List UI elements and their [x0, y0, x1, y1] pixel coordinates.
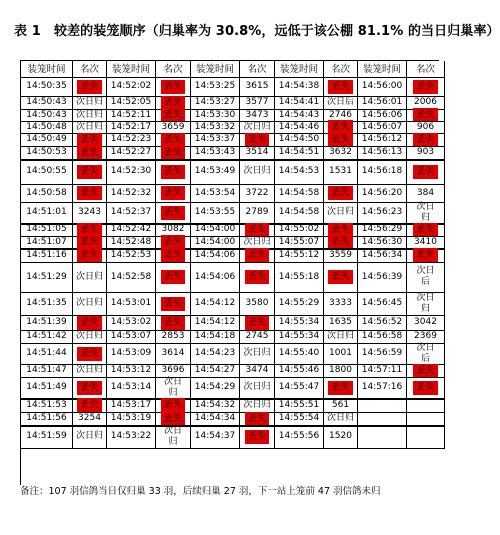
lost-badge-cell	[407, 109, 445, 121]
cage-time-cell: 14:52:23	[107, 133, 156, 146]
rank-cell: 1635	[324, 315, 358, 330]
cage-time-cell: 14:54:00	[191, 223, 240, 236]
cage-time-cell: 14:54:18	[191, 330, 240, 343]
cage-time-cell: 14:53:54	[191, 184, 240, 202]
lost-badge-cell	[156, 77, 191, 96]
rank-cell: 次日归	[324, 412, 358, 425]
cage-time-cell: 14:54:06	[191, 248, 240, 262]
cage-time-cell: 14:54:12	[191, 315, 240, 330]
cage-time-cell: 14:51:35	[21, 292, 73, 315]
lost-badge: 丢失	[245, 316, 269, 330]
lost-badge: 丢失	[161, 412, 185, 426]
lost-badge-cell	[407, 133, 445, 146]
lost-badge-cell	[156, 262, 191, 292]
lost-badge: 丢失	[161, 108, 185, 122]
cage-time-cell: 14:53:02	[107, 315, 156, 330]
rank-cell: 次日归	[73, 121, 107, 133]
cage-time-cell: 14:56:20	[358, 184, 407, 202]
cage-time-cell: 14:50:35	[21, 77, 73, 96]
cage-time-cell: 14:53:09	[107, 343, 156, 364]
lost-badge: 丢失	[161, 398, 185, 412]
cage-time-cell: 14:50:48	[21, 121, 73, 133]
rank-cell: 903	[407, 146, 445, 159]
rank-cell: 1520	[324, 425, 358, 448]
lost-badge: 丢失	[328, 80, 352, 94]
lost-badge-cell	[73, 184, 107, 202]
lost-badge: 丢失	[161, 80, 185, 94]
rank-cell: 3082	[156, 223, 191, 236]
lost-badge-cell	[73, 236, 107, 248]
cage-time-cell: 14:52:05	[107, 96, 156, 109]
cage-time-cell: 14:53:30	[191, 109, 240, 121]
lost-badge: 丢失	[77, 235, 101, 249]
lost-badge-cell	[156, 292, 191, 315]
cage-time-cell: 14:57:16	[358, 377, 407, 398]
rank-cell: 3614	[156, 343, 191, 364]
lost-badge-cell	[240, 262, 275, 292]
lost-badge: 丢失	[328, 270, 352, 284]
rank-cell: 次日归	[73, 109, 107, 121]
table-title: 表 1 较差的装笼顺序（归巢率为 30.8%，远低于该公棚 81.1% 的当日归巢率）	[14, 24, 500, 39]
cage-time-cell: 14:56:52	[358, 315, 407, 330]
lost-badge-cell	[240, 248, 275, 262]
cage-time-cell: 14:53:27	[191, 96, 240, 109]
cage-time-cell: 14:56:12	[358, 133, 407, 146]
cage-time-cell: 14:55:29	[275, 292, 324, 315]
lost-badge-cell	[156, 236, 191, 248]
rank-cell: 次日归	[73, 425, 107, 448]
lost-badge-cell	[156, 248, 191, 262]
cage-time-cell: 14:56:23	[358, 202, 407, 223]
header-cage-time: 装笼时间	[191, 61, 240, 77]
lost-badge-cell	[324, 121, 358, 133]
rank-cell: 3473	[240, 109, 275, 121]
lost-badge-cell	[407, 248, 445, 262]
cage-time-cell: 14:54:53	[275, 159, 324, 184]
lost-badge-cell	[240, 133, 275, 146]
cage-time-cell: 14:55:34	[275, 315, 324, 330]
cage-time-cell: 14:54:29	[191, 377, 240, 398]
lost-badge: 丢失	[77, 146, 101, 160]
cage-time-cell: 14:54:06	[191, 262, 240, 292]
lost-badge-cell	[324, 262, 358, 292]
cage-time-cell: 14:54:41	[275, 96, 324, 109]
cage-time-cell	[358, 425, 407, 448]
cage-time-cell: 14:56:13	[358, 146, 407, 159]
cage-time-cell: 14:55:46	[275, 364, 324, 377]
rank-cell: 次日归	[324, 202, 358, 223]
cage-time-cell: 14:50:43	[21, 109, 73, 121]
rank-cell: 3042	[407, 315, 445, 330]
rank-cell: 1800	[324, 364, 358, 377]
rank-cell: 次日归	[240, 236, 275, 248]
rank-cell: 2369	[407, 330, 445, 343]
cage-time-cell: 14:53:37	[191, 133, 240, 146]
lost-badge: 丢失	[245, 430, 269, 444]
cage-time-cell: 14:54:23	[191, 343, 240, 364]
rank-cell	[407, 425, 445, 448]
cage-time-cell: 14:54:27	[191, 364, 240, 377]
cage-time-cell: 14:52:27	[107, 146, 156, 159]
rank-cell: 3254	[73, 412, 107, 425]
rank-cell: 3577	[240, 96, 275, 109]
cage-time-cell: 14:53:17	[107, 398, 156, 412]
cage-time-cell: 14:56:39	[358, 262, 407, 292]
rank-cell: 2746	[324, 109, 358, 121]
rank-cell: 561	[324, 398, 358, 412]
lost-badge-cell	[240, 315, 275, 330]
lost-badge: 丢失	[161, 186, 185, 200]
cage-time-cell: 14:54:34	[191, 412, 240, 425]
table-grid	[21, 61, 445, 448]
lost-badge-cell	[156, 133, 191, 146]
row-divider	[21, 448, 445, 449]
lost-badge: 丢失	[161, 297, 185, 311]
cage-time-cell: 14:53:22	[107, 425, 156, 448]
lost-badge-cell	[73, 248, 107, 262]
cage-time-cell: 14:56:34	[358, 248, 407, 262]
cage-time-cell: 14:51:44	[21, 343, 73, 364]
rank-cell: 次日归	[73, 96, 107, 109]
lost-badge: 丢失	[77, 165, 101, 179]
cage-time-cell: 14:50:43	[21, 96, 73, 109]
lost-badge-cell	[240, 223, 275, 236]
cage-time-cell: 14:55:18	[275, 262, 324, 292]
lost-badge: 丢失	[161, 146, 185, 160]
cage-time-cell: 14:50:58	[21, 184, 73, 202]
cage-time-cell: 14:55:40	[275, 343, 324, 364]
cage-time-cell: 14:54:46	[275, 121, 324, 133]
rank-cell: 次日归	[240, 121, 275, 133]
cage-time-cell: 14:54:00	[191, 236, 240, 248]
lost-badge-cell	[156, 109, 191, 121]
rank-cell: 906	[407, 121, 445, 133]
rank-cell: 次日归	[240, 343, 275, 364]
cage-time-cell: 14:52:30	[107, 159, 156, 184]
rank-cell: 3243	[73, 202, 107, 223]
cage-time-cell	[358, 398, 407, 412]
cage-time-cell	[358, 412, 407, 425]
lost-badge-cell	[73, 133, 107, 146]
header-cage-time: 装笼时间	[358, 61, 407, 77]
lost-badge-cell	[156, 146, 191, 159]
cage-time-cell: 14:54:58	[275, 202, 324, 223]
lost-badge-cell	[156, 159, 191, 184]
cage-time-cell: 14:51:53	[21, 398, 73, 412]
lost-badge-cell	[324, 236, 358, 248]
lost-badge-cell	[73, 315, 107, 330]
cage-time-cell: 14:55:47	[275, 377, 324, 398]
lost-badge-cell	[156, 412, 191, 425]
lost-badge: 丢失	[413, 223, 437, 237]
cage-time-cell: 14:55:12	[275, 248, 324, 262]
lost-badge-cell	[156, 398, 191, 412]
cage-time-cell: 14:53:19	[107, 412, 156, 425]
cage-time-cell: 14:55:51	[275, 398, 324, 412]
rank-cell: 3580	[240, 292, 275, 315]
cage-time-cell: 14:53:25	[191, 77, 240, 96]
lost-badge: 丢失	[77, 381, 101, 395]
lost-badge-cell	[324, 184, 358, 202]
lost-badge-cell	[324, 77, 358, 96]
lost-badge: 丢失	[77, 398, 101, 412]
lost-badge: 丢失	[77, 347, 101, 361]
header-rank: 名次	[407, 61, 445, 77]
cage-time-cell: 14:56:06	[358, 109, 407, 121]
cage-time-cell: 14:50:53	[21, 146, 73, 159]
cage-time-cell: 14:55:34	[275, 330, 324, 343]
lost-badge: 丢失	[77, 133, 101, 147]
lost-badge-cell	[324, 377, 358, 398]
rank-cell: 2745	[240, 330, 275, 343]
cage-time-cell: 14:53:49	[191, 159, 240, 184]
lost-badge: 丢失	[328, 381, 352, 395]
lost-badge-cell	[240, 425, 275, 448]
rank-cell: 次日归	[240, 377, 275, 398]
cage-time-cell: 14:56:07	[358, 121, 407, 133]
loading-order-table	[20, 60, 439, 485]
rank-cell: 次日 归	[156, 377, 191, 398]
lost-badge-cell	[73, 77, 107, 96]
lost-badge-cell	[407, 223, 445, 236]
rank-cell: 3559	[324, 248, 358, 262]
header-cage-time: 装笼时间	[275, 61, 324, 77]
lost-badge-cell	[73, 343, 107, 364]
cage-time-cell: 14:55:56	[275, 425, 324, 448]
rank-cell: 2789	[240, 202, 275, 223]
lost-badge-cell	[73, 377, 107, 398]
rank-cell: 次日归	[324, 330, 358, 343]
cage-time-cell: 14:53:14	[107, 377, 156, 398]
lost-badge: 丢失	[161, 133, 185, 147]
cage-time-cell: 14:55:02	[275, 223, 324, 236]
lost-badge: 丢失	[413, 108, 437, 122]
cage-time-cell: 14:51:47	[21, 364, 73, 377]
rank-cell: 3632	[324, 146, 358, 159]
rank-cell: 384	[407, 184, 445, 202]
rank-cell: 次日归	[73, 364, 107, 377]
cage-time-cell: 14:54:37	[191, 425, 240, 448]
lost-badge: 丢失	[245, 270, 269, 284]
lost-badge: 丢失	[77, 80, 101, 94]
cage-time-cell: 14:51:39	[21, 315, 73, 330]
lost-badge: 丢失	[161, 248, 185, 262]
lost-badge: 丢失	[245, 248, 269, 262]
cage-time-cell: 14:50:49	[21, 133, 73, 146]
rank-cell: 1001	[324, 343, 358, 364]
lost-badge: 丢失	[161, 96, 185, 110]
lost-badge: 丢失	[413, 133, 437, 147]
lost-badge-cell	[240, 412, 275, 425]
header-rank: 名次	[73, 61, 107, 77]
header-rank: 名次	[156, 61, 191, 77]
lost-badge: 丢失	[413, 80, 437, 94]
cage-time-cell: 14:56:18	[358, 159, 407, 184]
cage-time-cell: 14:51:07	[21, 236, 73, 248]
rank-cell: 次日 后	[407, 262, 445, 292]
cage-time-cell: 14:54:50	[275, 133, 324, 146]
rank-cell: 3333	[324, 292, 358, 315]
cage-time-cell: 14:56:45	[358, 292, 407, 315]
rank-cell	[407, 412, 445, 425]
cage-time-cell: 14:56:30	[358, 236, 407, 248]
cage-time-cell: 14:52:53	[107, 248, 156, 262]
cage-time-cell: 14:52:48	[107, 236, 156, 248]
rank-cell: 次日归	[73, 292, 107, 315]
cage-time-cell: 14:57:11	[358, 364, 407, 377]
lost-badge-cell	[156, 315, 191, 330]
header-cage-time: 装笼时间	[107, 61, 156, 77]
header-cage-time: 装笼时间	[21, 61, 73, 77]
lost-badge: 丢失	[413, 165, 437, 179]
lost-badge: 丢失	[328, 186, 352, 200]
rank-cell: 3696	[156, 364, 191, 377]
rank-cell: 次日后	[324, 96, 358, 109]
lost-badge: 丢失	[77, 248, 101, 262]
lost-badge-cell	[324, 133, 358, 146]
cage-time-cell: 14:51:05	[21, 223, 73, 236]
rank-cell: 2006	[407, 96, 445, 109]
rank-cell: 3474	[240, 364, 275, 377]
cage-time-cell: 14:53:55	[191, 202, 240, 223]
rank-cell: 3722	[240, 184, 275, 202]
lost-badge: 丢失	[161, 165, 185, 179]
lost-badge-cell	[407, 364, 445, 377]
cage-time-cell: 14:52:11	[107, 109, 156, 121]
rank-cell: 3514	[240, 146, 275, 159]
cage-time-cell: 14:53:43	[191, 146, 240, 159]
lost-badge: 丢失	[328, 120, 352, 134]
cage-time-cell: 14:51:16	[21, 248, 73, 262]
cage-time-cell: 14:56:59	[358, 343, 407, 364]
lost-badge-cell	[73, 159, 107, 184]
rank-cell: 3659	[156, 121, 191, 133]
lost-badge-cell	[407, 77, 445, 96]
cage-time-cell: 14:52:58	[107, 262, 156, 292]
lost-badge: 丢失	[161, 316, 185, 330]
rank-cell: 3410	[407, 236, 445, 248]
lost-badge: 丢失	[161, 206, 185, 220]
lost-badge: 丢失	[161, 270, 185, 284]
lost-badge-cell	[407, 159, 445, 184]
header-rank: 名次	[240, 61, 275, 77]
lost-badge: 丢失	[328, 133, 352, 147]
cage-time-cell: 14:52:32	[107, 184, 156, 202]
lost-badge: 丢失	[413, 248, 437, 262]
lost-badge: 丢失	[77, 186, 101, 200]
lost-badge: 丢失	[245, 412, 269, 426]
cage-time-cell: 14:53:01	[107, 292, 156, 315]
cage-time-cell: 14:53:12	[107, 364, 156, 377]
rank-cell: 次日 归	[407, 202, 445, 223]
cage-time-cell: 14:56:29	[358, 223, 407, 236]
lost-badge: 丢失	[77, 223, 101, 237]
cage-time-cell: 14:51:56	[21, 412, 73, 425]
lost-badge: 丢失	[245, 223, 269, 237]
lost-badge-cell	[156, 184, 191, 202]
rank-cell: 次日归	[240, 159, 275, 184]
rank-cell: 次日 归	[407, 292, 445, 315]
cage-time-cell: 14:50:55	[21, 159, 73, 184]
cage-time-cell: 14:51:42	[21, 330, 73, 343]
cage-time-cell: 14:55:54	[275, 412, 324, 425]
cage-time-cell: 14:56:01	[358, 96, 407, 109]
lost-badge: 丢失	[413, 381, 437, 395]
table-footnote: 备注：107 羽信鸽当日仅归巢 33 羽，后续归巢 27 羽，下一站上笼前 47 羽信鸽未归	[20, 486, 381, 497]
rank-cell: 次日 后	[407, 343, 445, 364]
cage-time-cell: 14:55:07	[275, 236, 324, 248]
cage-time-cell: 14:51:59	[21, 425, 73, 448]
cage-time-cell: 14:53:32	[191, 121, 240, 133]
header-rank: 名次	[324, 61, 358, 77]
cage-time-cell: 14:54:58	[275, 184, 324, 202]
lost-badge: 丢失	[413, 364, 437, 378]
cage-time-cell: 14:51:01	[21, 202, 73, 223]
lost-badge-cell	[156, 202, 191, 223]
lost-badge-cell	[73, 398, 107, 412]
cage-time-cell: 14:56:00	[358, 77, 407, 96]
rank-cell: 次日归	[73, 330, 107, 343]
cage-time-cell: 14:53:07	[107, 330, 156, 343]
cage-time-cell: 14:52:17	[107, 121, 156, 133]
cage-time-cell: 14:51:29	[21, 262, 73, 292]
cage-time-cell: 14:51:49	[21, 377, 73, 398]
lost-badge: 丢失	[77, 316, 101, 330]
cage-time-cell: 14:52:42	[107, 223, 156, 236]
cage-time-cell: 14:54:51	[275, 146, 324, 159]
cage-time-cell: 14:52:37	[107, 202, 156, 223]
lost-badge: 丢失	[245, 133, 269, 147]
cage-time-cell: 14:54:38	[275, 77, 324, 96]
rank-cell	[407, 398, 445, 412]
cage-time-cell: 14:54:43	[275, 109, 324, 121]
lost-badge-cell	[407, 377, 445, 398]
rank-cell: 3615	[240, 77, 275, 96]
lost-badge: 丢失	[161, 235, 185, 249]
rank-cell: 次日 归	[156, 425, 191, 448]
cage-time-cell: 14:54:32	[191, 398, 240, 412]
cage-time-cell: 14:52:02	[107, 77, 156, 96]
lost-badge: 丢失	[328, 223, 352, 237]
lost-badge: 丢失	[328, 235, 352, 249]
cage-time-cell: 14:54:12	[191, 292, 240, 315]
rank-cell: 1531	[324, 159, 358, 184]
rank-cell: 2853	[156, 330, 191, 343]
lost-badge-cell	[73, 146, 107, 159]
cage-time-cell: 14:56:58	[358, 330, 407, 343]
rank-cell: 次日归	[73, 262, 107, 292]
rank-cell: 次日归	[240, 398, 275, 412]
